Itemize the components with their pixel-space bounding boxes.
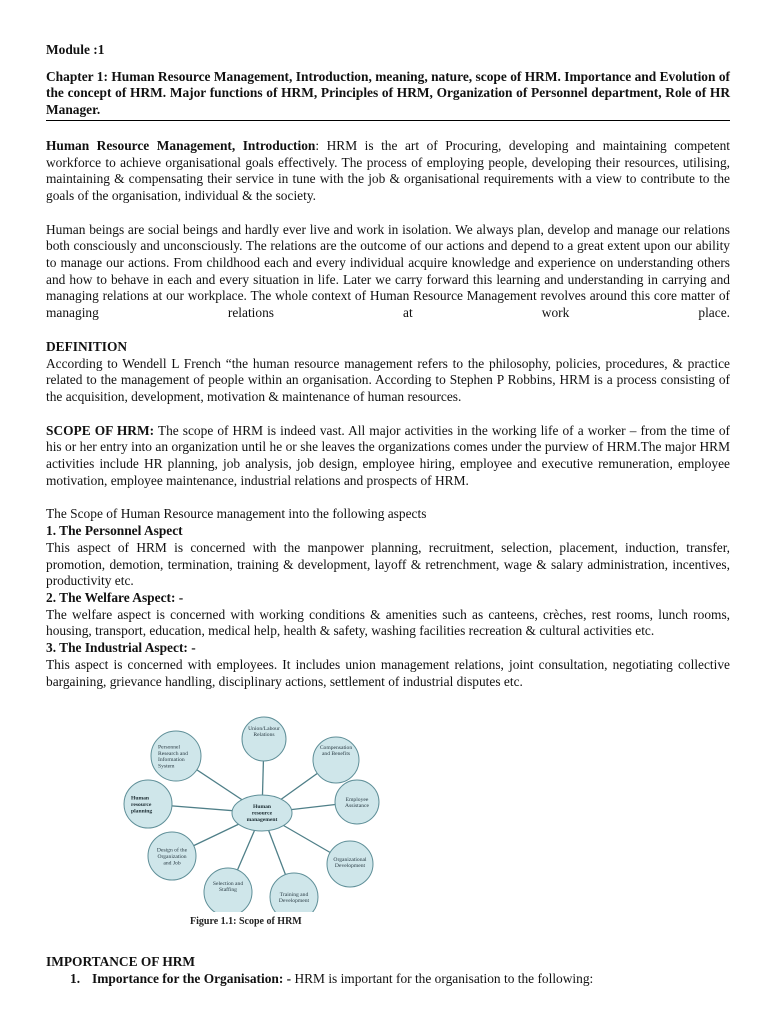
diagram-node [242,717,286,761]
diagram-node [204,868,252,912]
diagram-node [327,841,373,887]
diagram-node-label: Union/Labour [248,726,280,733]
scope-text: The scope of HRM is indeed vast. All major activities in the working life of a worker – from the time of his or her entry into an organization until he or she leaves the organizations comes under the purview of HRM.The major HRM activities include HR planning, job analysis, job design, employee hiring, employee and executive remuneration, employee motivation, employee maintenance, industrial relations and prospects of HRM. [46,422,731,488]
module-label: Module :1 [46,42,105,57]
aspect-2-text: The welfare aspect is concerned with working conditions & amenities such as canteens, crèches, rest rooms, lunch rooms, housing, transport, education, medical help, health & safety, washing facilities recreation & cultural activities etc. [46,606,730,639]
diagram-node [148,832,196,880]
diagram-node-label: Staffing [219,887,237,894]
diagram-node-label: Organizational [333,857,367,864]
diagram-center-node [232,795,292,831]
intro-paragraph [46,138,730,205]
document-page [46,42,730,988]
diagram-node-label: System [158,763,175,770]
scope-figure [46,712,730,950]
intro-heading: Human Resource Management, Introduction [46,137,316,153]
intro-text: : HRM is the art of Procuring, developing and maintaining competent workforce to achieve organisational goals effectively. The process of employing people, developing their resources, utilising, maintaining & compensating their service in tune with the job & organisational requirements with a view to contribute to the goals of the organisation, individual & the society. [46,137,730,203]
scope-diagram [118,712,388,912]
definition-text: According to Wendell L French “the human resource management refers to the philosophy, policies, procedures, & practice related to the management of people within an organisation. According to Stephen P Robbins, HRM is a process consisting of the acquisition, development, motivation & maintenance of human resources. [46,355,730,404]
social-paragraph: Human beings are social beings and hardly ever live and work in isolation. We always plan, develop and manage our relations both consciously and unconsciously. The relations are the outcome of our actions and depend to a great extent upon our ability to manage our actions. From childhood each and every individual acquire knowledge and experience on understanding others and how to behave in each and every situation in life. Later we carry forward this learning and understanding in carrying and managing relations at our workplace. The whole context of Human Resource Management revolves around this core matter of managing relations at work place. [46,221,730,321]
diagram-node-label: planning [131,808,153,815]
diagram-node-label: Selection and [212,881,244,888]
definition-heading: DEFINITION [46,338,128,354]
figure-caption: Figure 1.1: Scope of HRM [190,916,302,928]
diagram-node-label: Training and [279,892,309,899]
diagram-node-label: and Benefits [321,751,351,758]
diagram-node-label: resource [131,802,152,809]
diagram-node [313,737,359,783]
aspect-3-title: 3. The Industrial Aspect: - [46,640,196,656]
diagram-node-label: Compensation [319,745,353,752]
importance-item-title: Importance for the Organisation: - [92,970,292,986]
diagram-node-label: Development [278,898,310,905]
diagram-node-label: Personnel [158,744,181,751]
aspect-1-title: 1. The Personnel Aspect [46,523,183,539]
diagram-center-label: management [246,817,278,824]
aspect-3-text: This aspect is concerned with employees. It includes union management relations, joint consultation, negotiating collective bargaining, grievance handling, disciplinary actions, settlement of industrial disputes etc. [46,656,730,689]
aspect-1-text: This aspect of HRM is concerned with the manpower planning, recruitment, selection, placement, induction, transfer, promotion, demotion, termination, training & development, layoff & retrenchment, wage & salary administration, incentives, productivity etc. [46,539,730,589]
scope-paragraph [46,423,730,490]
importance-item-number: 1. [70,970,81,986]
diagram-center-label: resource [251,810,273,817]
diagram-node [335,780,379,824]
diagram-node-label: and Job [163,860,181,867]
aspect-2-title: 2. The Welfare Aspect: - [46,589,184,605]
importance-heading: IMPORTANCE OF HRM [46,954,196,970]
aspects-intro: The Scope of Human Resource management into the following aspects [46,506,427,522]
scope-heading: SCOPE OF HRM: [46,422,155,438]
diagram-node-label: Development [334,863,366,870]
diagram-node [270,873,318,912]
diagram-node-label: Research and [158,751,188,758]
diagram-node [151,731,201,781]
importance-item-1 [46,971,730,988]
diagram-node-label: Human [131,795,150,802]
diagram-center-label: Human [252,804,272,811]
diagram-node-circle [242,717,286,761]
chapter-title: Chapter 1: Human Resource Management, Introduction, meaning, nature, scope of HRM. Importance and Evolution of the concept of HRM. Major functions of HRM, Principles of HRM, Organization of Personnel department, Role of HR Manager. [46,69,730,121]
diagram-node [124,780,172,828]
importance-item-text: HRM is important for the organisation to the following: [291,970,594,986]
diagram-node-label: Relations [253,732,275,739]
diagram-node-label: Employee [345,797,369,804]
diagram-node-label: Information [158,757,185,764]
diagram-node-label: Assistance [345,803,369,810]
diagram-node-label: Organization [157,854,187,861]
diagram-node-label: Design of the [156,847,188,854]
